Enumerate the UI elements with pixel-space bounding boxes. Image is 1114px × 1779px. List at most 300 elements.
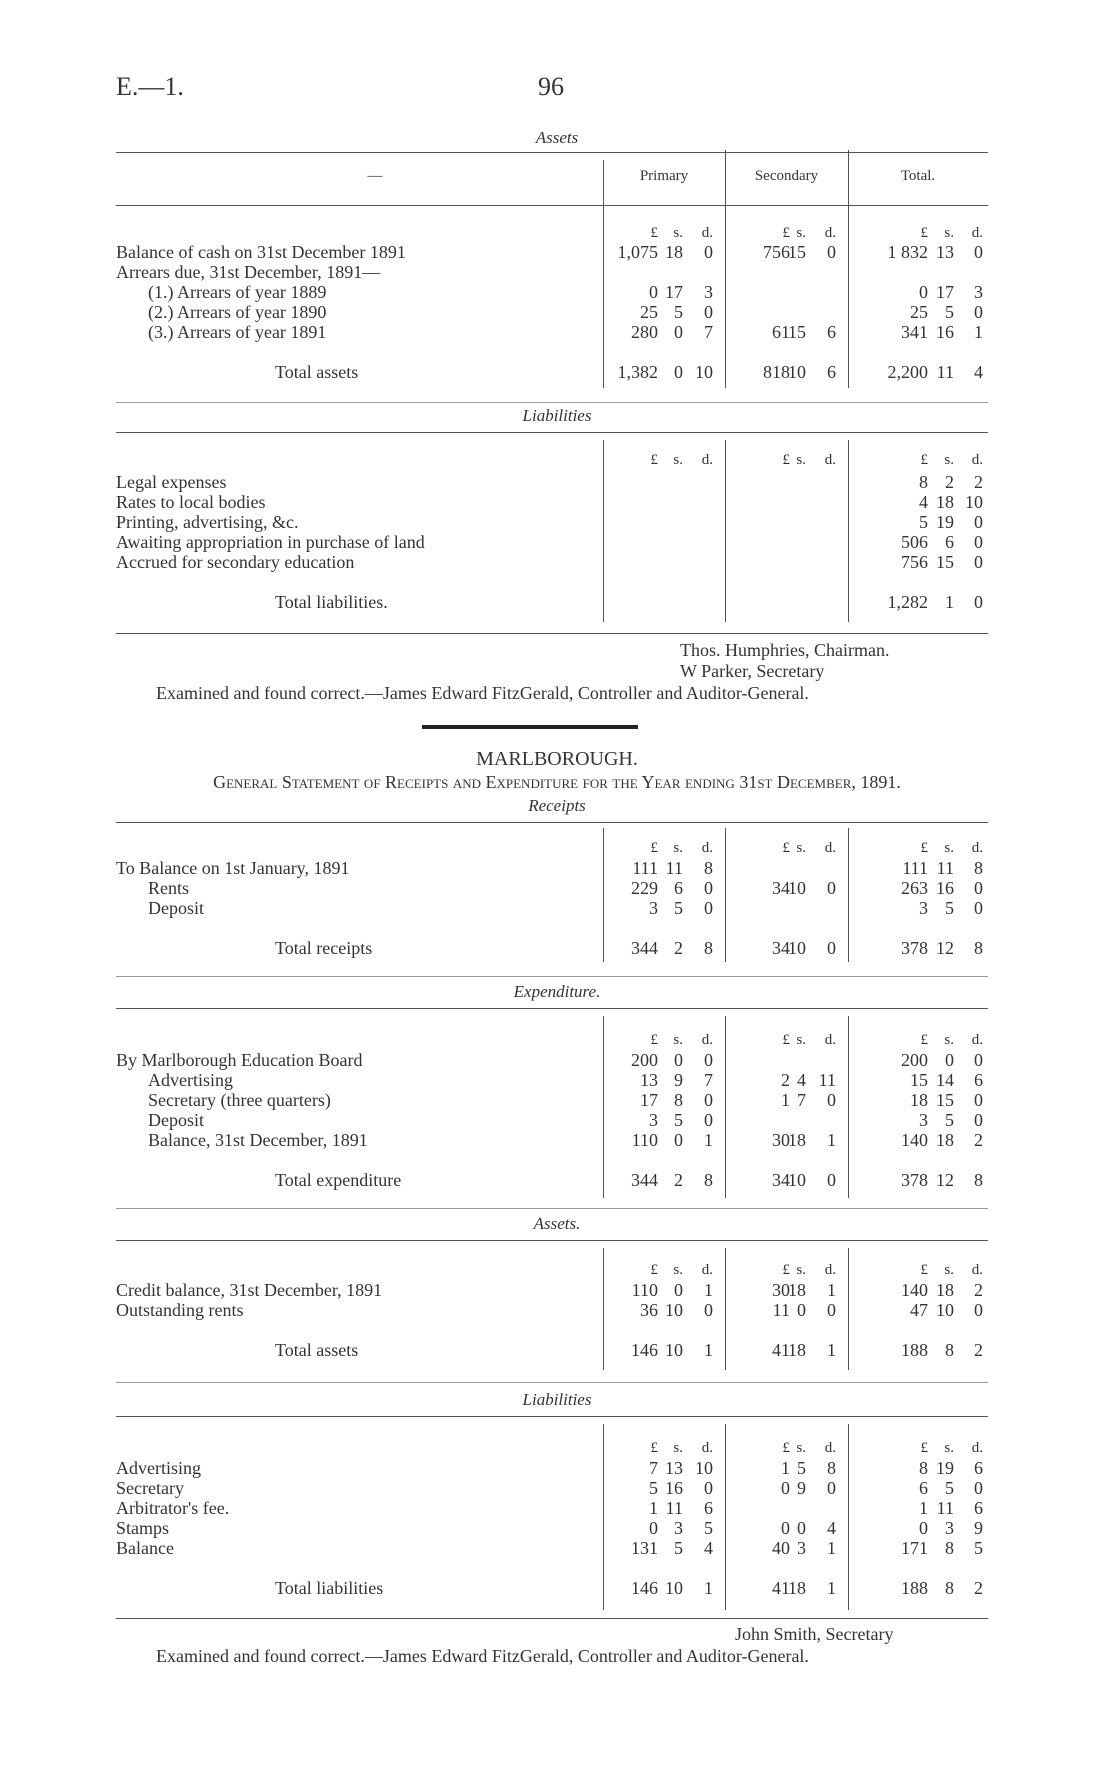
receipts-row-p-pounds: 3	[649, 898, 658, 918]
expenditure-row-t-pence: 0	[974, 1050, 983, 1070]
unit-d: d.	[824, 1262, 836, 1278]
receipts-row-t-shillings: 5	[945, 898, 954, 918]
unit-pound: £	[650, 225, 658, 241]
liabilities-row-s-shillings: 3	[797, 1538, 806, 1558]
liabilities-row-t-pounds: 171	[901, 1538, 928, 1558]
liabilities-row-s-pence: 0	[827, 1478, 836, 1498]
assets-row-label: Credit balance, 31st December, 1891	[116, 1280, 383, 1300]
total-receipts-row-label: Total receipts	[275, 938, 373, 958]
column-divider	[848, 1248, 849, 1370]
liabilities-row-t-shillings: 2	[945, 472, 954, 492]
expenditure-row-t-pounds: 140	[901, 1130, 928, 1150]
liabilities-row-t-shillings: 8	[945, 1538, 954, 1558]
receipts-row-label: Rents	[148, 878, 190, 898]
unit-d: d.	[701, 1440, 713, 1456]
receipts-row-t-pence: 0	[974, 878, 983, 898]
signature-secretary-marlborough: John Smith, Secretary	[735, 1624, 894, 1644]
section-title-assets: Assets	[535, 128, 579, 147]
unit-d: d.	[701, 452, 713, 468]
liabilities-row-t-pounds: 4	[919, 492, 928, 512]
unit-pound: £	[650, 452, 658, 468]
expenditure-row-t-pence: 6	[974, 1070, 983, 1090]
unit-s: s.	[944, 840, 954, 856]
total-liabilities-row-t-shillings: 8	[945, 1578, 954, 1598]
expenditure-row-label: Advertising	[148, 1070, 233, 1090]
examined-statement-marlborough: Examined and found correct.—James Edward FitzGerald, Controller and Auditor-General.	[156, 1646, 809, 1666]
horizontal-rule	[116, 1208, 988, 1209]
total-assets-row-t-pounds: 188	[901, 1340, 928, 1360]
receipts-row-t-shillings: 11	[936, 858, 954, 878]
unit-d: d.	[971, 225, 983, 241]
expenditure-row-s-pounds: 2	[781, 1070, 790, 1090]
assets-row-p-pence: 1	[704, 1280, 713, 1300]
liabilities-row-p-pounds: 5	[649, 1478, 658, 1498]
expenditure-row-s-pence: 1	[827, 1130, 836, 1150]
liabilities-row-p-shillings: 13	[665, 1458, 683, 1478]
unit-pound: £	[920, 225, 928, 241]
total-assets-row-s-pence: 6	[827, 362, 836, 382]
assets-row-p-pounds: 25	[640, 302, 658, 322]
liabilities-row-p-pounds: 131	[631, 1538, 658, 1558]
liabilities-row-p-shillings: 3	[674, 1518, 683, 1538]
expenditure-row-p-pounds: 110	[631, 1130, 658, 1150]
column-divider	[725, 1016, 726, 1198]
examined-statement: Examined and found correct.—James Edward FitzGerald, Controller and Auditor-General.	[156, 683, 809, 703]
liabilities-row-t-shillings: 6	[945, 532, 954, 552]
assets-row-s-shillings: 18	[788, 1280, 806, 1300]
total-assets-row-p-pounds: 146	[631, 1340, 658, 1360]
unit-d: d.	[824, 840, 836, 856]
assets-row-t-pounds: 47	[910, 1300, 928, 1320]
liabilities-row-t-pence: 10	[965, 492, 983, 512]
column-header-primary: Primary	[639, 168, 689, 184]
total-expenditure-row-s-pounds: 34	[772, 1170, 790, 1190]
assets-row-t-shillings: 13	[936, 242, 954, 262]
total-assets-row-t-shillings: 11	[936, 362, 954, 382]
unit-s: s.	[796, 1032, 806, 1048]
total-receipts-row-p-pence: 8	[704, 938, 713, 958]
liabilities-row-label: Advertising	[116, 1458, 201, 1478]
assets-row-p-shillings: 5	[674, 302, 683, 322]
section-title-receipts: Receipts	[528, 796, 586, 815]
expenditure-row-p-pounds: 200	[631, 1050, 658, 1070]
unit-s: s.	[944, 452, 954, 468]
unit-s: s.	[944, 1262, 954, 1278]
liabilities-row-s-pounds: 1	[781, 1458, 790, 1478]
column-divider	[725, 828, 726, 962]
liabilities-row-p-pence: 0	[704, 1478, 713, 1498]
total-receipts-row-t-pounds: 378	[901, 938, 928, 958]
receipts-row-p-pence: 8	[704, 858, 713, 878]
horizontal-rule	[116, 633, 988, 634]
assets-row-s-pence: 0	[827, 242, 836, 262]
unit-d: d.	[824, 225, 836, 241]
total-assets-row-p-shillings: 10	[665, 1340, 683, 1360]
total-assets-row-label: Total assets	[275, 1340, 359, 1360]
receipts-row-s-shillings: 10	[788, 878, 806, 898]
liabilities-row-p-pence: 6	[704, 1498, 713, 1518]
liabilities-row-label: Rates to local bodies	[116, 492, 266, 512]
receipts-row-t-pounds: 263	[901, 878, 928, 898]
unit-d: d.	[824, 1032, 836, 1048]
liabilities-row-t-shillings: 19	[936, 512, 954, 532]
receipts-row-p-pounds: 229	[631, 878, 658, 898]
column-divider	[725, 150, 726, 388]
assets-row-s-pence: 6	[827, 322, 836, 342]
liabilities-row-t-pence: 2	[974, 472, 983, 492]
expenditure-row-p-shillings: 5	[674, 1110, 683, 1130]
expenditure-row-label: Balance, 31st December, 1891	[148, 1130, 368, 1150]
horizontal-rule	[116, 1008, 988, 1009]
expenditure-row-t-pounds: 200	[901, 1050, 928, 1070]
expenditure-row-p-pounds: 13	[640, 1070, 658, 1090]
total-expenditure-row-t-pence: 8	[974, 1170, 983, 1190]
assets-row-label: (3.) Arrears of year 1891	[148, 322, 327, 342]
liabilities-row-t-shillings: 11	[936, 1498, 954, 1518]
expenditure-row-p-pounds: 17	[640, 1090, 658, 1110]
liabilities-row-s-pounds: 0	[781, 1518, 790, 1538]
expenditure-row-s-pounds: 1	[781, 1090, 790, 1110]
total-expenditure-row-p-shillings: 2	[674, 1170, 683, 1190]
unit-s: s.	[944, 1032, 954, 1048]
receipts-row-p-shillings: 6	[674, 878, 683, 898]
expenditure-row-p-pounds: 3	[649, 1110, 658, 1130]
assets-row-t-pence: 0	[974, 242, 983, 262]
horizontal-rule	[116, 1240, 988, 1241]
liabilities-row-t-pounds: 8	[919, 472, 928, 492]
assets-row-label: Outstanding rents	[116, 1300, 244, 1320]
expenditure-row-p-pence: 1	[704, 1130, 713, 1150]
expenditure-row-p-pence: 7	[704, 1070, 713, 1090]
liabilities-row-t-pence: 5	[974, 1538, 983, 1558]
total-liabilities-row-label: Total liabilities	[275, 1578, 384, 1598]
unit-pound: £	[782, 225, 790, 241]
assets-row-p-shillings: 0	[674, 1280, 683, 1300]
liabilities-row-p-pounds: 1	[649, 1498, 658, 1518]
expenditure-row-t-shillings: 0	[945, 1050, 954, 1070]
receipts-row-p-pounds: 111	[632, 858, 658, 878]
total-liabilities-row-t-pounds: 1,282	[887, 592, 928, 612]
horizontal-rule	[116, 402, 988, 403]
assets-row-t-pence: 3	[974, 282, 983, 302]
column-header-secondary: Secondary	[754, 168, 819, 184]
total-expenditure-row-p-pence: 8	[704, 1170, 713, 1190]
liabilities-row-t-pounds: 506	[901, 532, 928, 552]
total-receipts-row-s-pence: 0	[827, 938, 836, 958]
expenditure-row-label: Deposit	[148, 1110, 204, 1130]
assets-row-p-pence: 0	[704, 242, 713, 262]
liabilities-row-t-pence: 0	[974, 512, 983, 532]
total-liabilities-row-t-shillings: 1	[945, 592, 954, 612]
unit-s: s.	[673, 225, 683, 241]
assets-row-p-pounds: 1,075	[617, 242, 658, 262]
unit-pound: £	[920, 1440, 928, 1456]
unit-s: s.	[673, 452, 683, 468]
unit-s: s.	[796, 452, 806, 468]
unit-pound: £	[920, 1032, 928, 1048]
receipts-row-p-shillings: 5	[674, 898, 683, 918]
expenditure-row-s-shillings: 18	[788, 1130, 806, 1150]
liabilities-row-p-pence: 4	[704, 1538, 713, 1558]
assets-row-p-pence: 3	[704, 282, 713, 302]
unit-d: d.	[971, 840, 983, 856]
expenditure-row-p-pence: 0	[704, 1110, 713, 1130]
total-expenditure-row-label: Total expenditure	[275, 1170, 402, 1190]
assets-row-t-shillings: 18	[936, 1280, 954, 1300]
document-reference: E.—1.	[116, 72, 184, 101]
unit-s: s.	[796, 840, 806, 856]
total-liabilities-row-p-pounds: 146	[631, 1578, 658, 1598]
assets-row-p-pence: 0	[704, 1300, 713, 1320]
column-header-total: Total.	[900, 168, 936, 184]
receipts-row-p-shillings: 11	[665, 858, 683, 878]
liabilities-row-t-pence: 6	[974, 1498, 983, 1518]
liabilities-row-s-pence: 8	[827, 1458, 836, 1478]
page-number: 96	[538, 72, 564, 101]
horizontal-rule	[116, 822, 988, 823]
unit-pound: £	[650, 1440, 658, 1456]
liabilities-row-s-shillings: 0	[797, 1518, 806, 1538]
expenditure-row-p-shillings: 0	[674, 1050, 683, 1070]
total-assets-row-t-pounds: 2,200	[887, 362, 928, 382]
unit-pound: £	[782, 840, 790, 856]
unit-pound: £	[782, 1032, 790, 1048]
assets-row-label: Arrears due, 31st December, 1891—	[116, 262, 381, 282]
total-liabilities-row-s-pence: 1	[827, 1578, 836, 1598]
horizontal-rule	[116, 976, 988, 977]
liabilities-row-label: Awaiting appropriation in purchase of land	[116, 532, 425, 552]
receipts-row-t-pence: 0	[974, 898, 983, 918]
liabilities-row-p-pence: 5	[704, 1518, 713, 1538]
column-divider	[848, 828, 849, 962]
unit-d: d.	[971, 452, 983, 468]
expenditure-row-t-pence: 2	[974, 1130, 983, 1150]
liabilities-row-t-pence: 0	[974, 552, 983, 572]
unit-d: d.	[701, 1032, 713, 1048]
signature-secretary: W Parker, Secretary	[680, 661, 825, 681]
liabilities-row-label: Stamps	[116, 1518, 170, 1538]
total-liabilities-row-label: Total liabilities.	[275, 592, 388, 612]
column-divider	[603, 1248, 604, 1370]
assets-row-t-pounds: 140	[901, 1280, 928, 1300]
total-receipts-row-s-shillings: 10	[788, 938, 806, 958]
column-divider	[848, 150, 849, 388]
assets-row-label: (1.) Arrears of year 1889	[148, 282, 327, 302]
total-assets-row-p-pence: 10	[695, 362, 713, 382]
unit-s: s.	[796, 225, 806, 241]
column-divider	[603, 1424, 604, 1610]
total-liabilities-row-t-pence: 2	[974, 1578, 983, 1598]
assets-row-s-pence: 0	[827, 1300, 836, 1320]
receipts-row-t-shillings: 16	[936, 878, 954, 898]
liabilities-row-t-shillings: 18	[936, 492, 954, 512]
total-expenditure-row-t-pounds: 378	[901, 1170, 928, 1190]
expenditure-row-t-pounds: 3	[919, 1110, 928, 1130]
total-receipts-row-p-pounds: 344	[631, 938, 658, 958]
liabilities-row-t-pence: 6	[974, 1458, 983, 1478]
total-assets-row-s-pounds: 818	[763, 362, 790, 382]
assets-row-p-shillings: 18	[665, 242, 683, 262]
unit-s: s.	[944, 225, 954, 241]
liabilities-row-t-shillings: 15	[936, 552, 954, 572]
receipts-row-t-pounds: 111	[902, 858, 928, 878]
liabilities-row-label: Secretary	[116, 1478, 184, 1498]
column-divider	[725, 440, 726, 622]
liabilities-row-label: Arbitrator's fee.	[116, 1498, 230, 1518]
unit-d: d.	[701, 840, 713, 856]
unit-d: d.	[824, 1440, 836, 1456]
assets-row-p-pounds: 36	[640, 1300, 658, 1320]
expenditure-row-t-pence: 0	[974, 1110, 983, 1130]
liabilities-row-t-pounds: 756	[901, 552, 928, 572]
liabilities-row-t-pence: 0	[974, 1478, 983, 1498]
section-divider	[422, 725, 638, 729]
expenditure-row-t-shillings: 18	[936, 1130, 954, 1150]
total-assets-row-s-shillings: 18	[788, 1340, 806, 1360]
liabilities-row-t-shillings: 3	[945, 1518, 954, 1538]
total-assets-row-p-shillings: 0	[674, 362, 683, 382]
expenditure-row-s-pounds: 30	[772, 1130, 790, 1150]
assets-row-p-shillings: 0	[674, 322, 683, 342]
total-assets-row-s-shillings: 10	[788, 362, 806, 382]
assets-row-p-pence: 0	[704, 302, 713, 322]
horizontal-rule	[116, 152, 988, 153]
liabilities-row-label: Balance	[116, 1538, 174, 1558]
liabilities-row-s-pounds: 40	[772, 1538, 790, 1558]
expenditure-row-s-shillings: 4	[797, 1070, 806, 1090]
unit-s: s.	[796, 1440, 806, 1456]
unit-pound: £	[782, 452, 790, 468]
total-liabilities-row-p-pence: 1	[704, 1578, 713, 1598]
unit-d: d.	[971, 1440, 983, 1456]
expenditure-row-t-pence: 0	[974, 1090, 983, 1110]
section-title-liabilities-marlborough: Liabilities	[522, 1390, 592, 1409]
receipts-row-p-pence: 0	[704, 898, 713, 918]
liabilities-row-t-pounds: 1	[919, 1498, 928, 1518]
liabilities-row-p-shillings: 16	[665, 1478, 683, 1498]
total-liabilities-row-s-pounds: 41	[772, 1578, 790, 1598]
assets-row-label: Balance of cash on 31st December 1891	[116, 242, 406, 262]
expenditure-row-t-shillings: 15	[936, 1090, 954, 1110]
total-receipts-row-p-shillings: 2	[674, 938, 683, 958]
total-expenditure-row-t-shillings: 12	[936, 1170, 954, 1190]
total-assets-row-p-pence: 1	[704, 1340, 713, 1360]
section-title-assets-marlborough: Assets.	[533, 1214, 581, 1233]
column-divider	[848, 1016, 849, 1198]
assets-row-s-pounds: 61	[772, 322, 790, 342]
unit-pound: £	[782, 1262, 790, 1278]
horizontal-rule	[116, 1618, 988, 1619]
expenditure-row-p-shillings: 0	[674, 1130, 683, 1150]
section-title-liabilities: Liabilities	[522, 406, 592, 425]
liabilities-row-s-pounds: 0	[781, 1478, 790, 1498]
column-divider	[725, 1424, 726, 1610]
assets-row-t-pounds: 1 832	[887, 242, 928, 262]
receipts-row-label: To Balance on 1st January, 1891	[116, 858, 350, 878]
expenditure-row-p-pence: 0	[704, 1090, 713, 1110]
horizontal-rule	[116, 1382, 988, 1383]
assets-row-s-pounds: 11	[772, 1300, 790, 1320]
expenditure-row-p-pence: 0	[704, 1050, 713, 1070]
liabilities-row-s-shillings: 9	[797, 1478, 806, 1498]
assets-row-t-pounds: 25	[910, 302, 928, 322]
column-divider	[603, 1016, 604, 1198]
marlborough-subtitle: General Statement of Receipts and Expenditure for the Year ending 31st December, 1891.	[213, 772, 901, 792]
liabilities-row-p-shillings: 11	[665, 1498, 683, 1518]
unit-d: d.	[824, 452, 836, 468]
total-assets-row-t-pence: 2	[974, 1340, 983, 1360]
assets-row-p-pounds: 280	[631, 322, 658, 342]
section-title-expenditure: Expenditure.	[513, 982, 601, 1001]
assets-row-s-pounds: 756	[763, 242, 790, 262]
unit-pound: £	[650, 840, 658, 856]
unit-pound: £	[650, 1032, 658, 1048]
signature-chairman: Thos. Humphries, Chairman.	[680, 640, 890, 660]
unit-pound: £	[920, 1262, 928, 1278]
receipts-row-t-pounds: 3	[919, 898, 928, 918]
assets-row-label: (2.) Arrears of year 1890	[148, 302, 327, 322]
expenditure-row-s-shillings: 7	[797, 1090, 806, 1110]
receipts-row-p-pence: 0	[704, 878, 713, 898]
total-assets-row-t-pence: 4	[974, 362, 983, 382]
total-assets-row-t-shillings: 8	[945, 1340, 954, 1360]
total-receipts-row-s-pounds: 34	[772, 938, 790, 958]
liabilities-row-s-pence: 1	[827, 1538, 836, 1558]
liabilities-row-t-pence: 0	[974, 532, 983, 552]
unit-d: d.	[971, 1032, 983, 1048]
assets-row-s-shillings: 15	[788, 322, 806, 342]
assets-row-p-shillings: 17	[665, 282, 683, 302]
assets-row-t-pounds: 341	[901, 322, 928, 342]
total-assets-row-s-pence: 1	[827, 1340, 836, 1360]
total-liabilities-row-t-pence: 0	[974, 592, 983, 612]
assets-row-s-shillings: 15	[788, 242, 806, 262]
liabilities-row-t-pounds: 8	[919, 1458, 928, 1478]
expenditure-row-t-shillings: 5	[945, 1110, 954, 1130]
liabilities-row-label: Printing, advertising, &c.	[116, 512, 299, 532]
expenditure-row-t-shillings: 14	[936, 1070, 954, 1090]
column-divider	[603, 440, 604, 622]
assets-row-p-pounds: 110	[631, 1280, 658, 1300]
unit-s: s.	[944, 1440, 954, 1456]
total-expenditure-row-s-shillings: 10	[788, 1170, 806, 1190]
column-divider	[603, 828, 604, 962]
expenditure-row-label: By Marlborough Education Board	[116, 1050, 363, 1070]
assets-row-p-pence: 7	[704, 322, 713, 342]
expenditure-row-s-pence: 0	[827, 1090, 836, 1110]
total-receipts-row-t-shillings: 12	[936, 938, 954, 958]
column-header-blank: —	[367, 168, 383, 184]
assets-row-t-shillings: 16	[936, 322, 954, 342]
column-divider	[848, 440, 849, 622]
assets-row-s-pounds: 30	[772, 1280, 790, 1300]
total-liabilities-row-s-shillings: 18	[788, 1578, 806, 1598]
assets-row-t-shillings: 5	[945, 302, 954, 322]
unit-s: s.	[673, 1440, 683, 1456]
liabilities-row-label: Accrued for secondary education	[116, 552, 355, 572]
receipts-row-s-pence: 0	[827, 878, 836, 898]
total-liabilities-row-p-shillings: 10	[665, 1578, 683, 1598]
unit-pound: £	[920, 840, 928, 856]
total-expenditure-row-p-pounds: 344	[631, 1170, 658, 1190]
liabilities-row-p-pounds: 0	[649, 1518, 658, 1538]
liabilities-row-p-shillings: 5	[674, 1538, 683, 1558]
assets-row-p-pounds: 0	[649, 282, 658, 302]
expenditure-row-t-pounds: 15	[910, 1070, 928, 1090]
unit-pound: £	[650, 1262, 658, 1278]
assets-row-t-pence: 2	[974, 1280, 983, 1300]
unit-s: s.	[673, 840, 683, 856]
